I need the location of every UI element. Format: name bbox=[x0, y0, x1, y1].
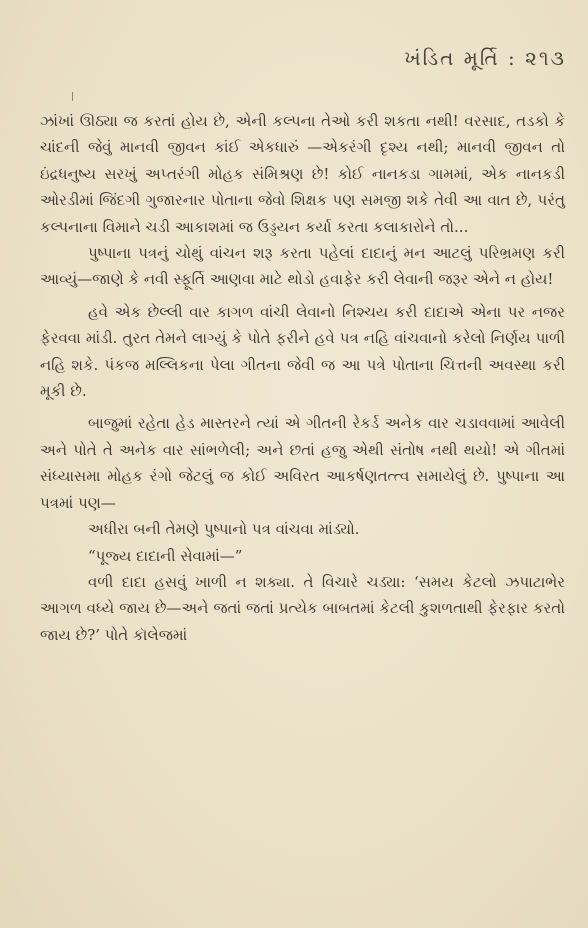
body-text bbox=[40, 108, 565, 648]
paragraph-1: ઝાંખાં ઊઠ્યા જ કરતાં હોય છે, એની કલ્પના તેઓ કરી શકતા નથી! વરસાદ, તડકો કે ચાંદની જેવું માનવી જીવન કાંઈ એકધારું —એકરંગી દૃશ્ય નથી; માનવી જીવન તો ઇંદ્રધનુષ્ય સરખું અપ્તરંગી મોહક સંમિશ્રણ છે! કોઈ નાનકડા ગામમાં, એક નાનકડી ઓરડીમાં જિંદગી ગુજારનાર પોતાના જેવો શિક્ષક પણ સમજી શકે તેવી આ વાત છે, પરંતુ કલ્પનાના વિમાને ચડી આકાશમાં જ ઉડ્ડયન કર્યા કરતા કલાકારોને તો... bbox=[40, 112, 565, 236]
print-mark bbox=[72, 92, 73, 101]
running-header: ખંડિત મૂર્તિ : ૨૧૩ bbox=[404, 46, 566, 70]
paragraph-5: અધીરા બની તેમણે પુષ્પાનો પત્ર વાંચવા માંડ્યો. bbox=[88, 520, 360, 539]
paragraph-7: વળી દાદા હસવું ખાળી ન શક્યા. તે વિચારે ચડ્યા: ‘સમય કેટલો ઝપાટાભેર આગળ વધ્યે જાય છે—અને જતાં જતાં પ્રત્યેક બાબતમાં કેટલી કુશળતાથી ફેરફાર કરતો જાય છે?’ પોતે કૉલેજમાં bbox=[40, 572, 565, 644]
paragraph-6: “પૂજ્ય દાદાની સેવામાં—” bbox=[88, 546, 243, 565]
paragraph-2: પુષ્પાના પત્રનું ચોથું વાંચન શરૂ કરતા પહેલાં દાદાનું મન આટલું પરિભ્રમણ કરી આવ્યું—જાણે કે નવી સ્ફૂર્તિ આણવા માટે થોડો હવાફેર કરી લેવાની જરૂર એને ન હોય! bbox=[40, 244, 565, 289]
paragraph-4: બાજુમાં રહેતા હેડ માસ્તરને ત્યાં એ ગીતની રેકર્ડ અનેક વાર ચડાવવામાં આવેલી અને પોતે તે અનેક વાર સાંભળેલી; અને છતાં હજુ એથી સંતોષ નથી થયો! એ ગીતમાં સંધ્યાસમા મોહક રંગો જેટલું જ કોઈ અવિરત આકર્ષણતત્ત્વ સમાયેલું છે. પુષ્પાના આ પત્રમાં પણ— bbox=[40, 414, 565, 512]
paragraph-3: હવે એક છેલ્લી વાર કાગળ વાંચી લેવાનો નિશ્ચય કરી દાદાએ એના પર નજર ફેરવવા માંડી. તુરત તેમને લાગ્યું કે પોતે ફરીને હવે પત્ર નહિ વાંચવાનો કરેલો નિર્ણય પાળી નહિ શકે. પંકજ મલ્લિકના પેલા ગીતના જેવી જ આ પત્રે પોતાના ચિત્તની અવસ્થા કરી મૂકી છે. bbox=[40, 302, 565, 401]
